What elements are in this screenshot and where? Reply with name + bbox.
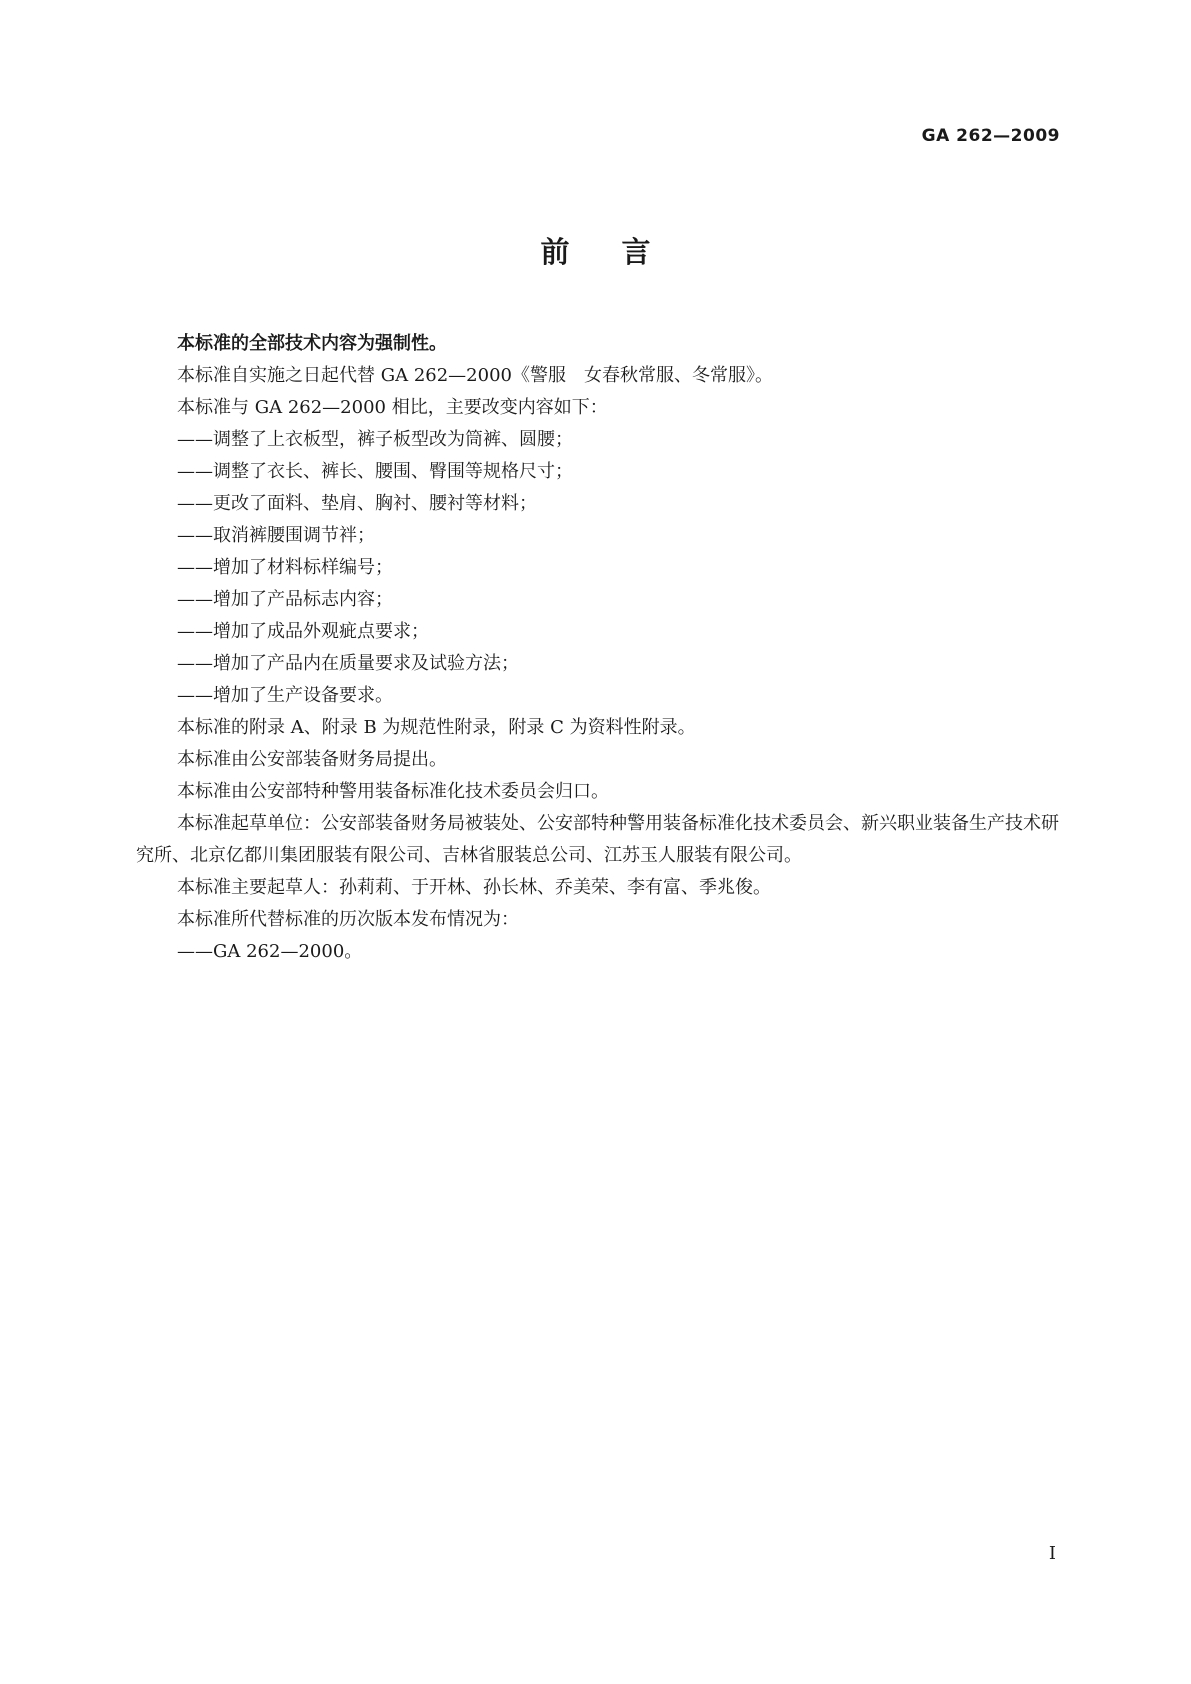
proposer-statement: 本标准由公安部装备财务局提出。 [177,749,447,770]
annex-statement: 本标准的附录 A、附录 B 为规范性附录，附录 C 为资料性附录。 [177,717,696,738]
previous-edition-item: ——GA 262—2000。 [177,941,363,962]
changes-intro: 本标准与 GA 262—2000 相比，主要改变内容如下： [177,397,608,418]
replacement-statement: 本标准自实施之日起代替 GA 262—2000《警服 女春秋常服、冬常服》。 [177,365,773,386]
centralized-statement: 本标准由公安部特种警用装备标准化技术委员会归口。 [177,781,609,802]
change-item: ——增加了产品标志内容； [177,589,393,610]
change-item: ——增加了生产设备要求。 [177,685,393,706]
change-item: ——增加了产品内在质量要求及试验方法； [177,653,519,674]
standard-code: GA 262—2009 [921,126,1060,146]
change-item: ——增加了成品外观疵点要求； [177,621,429,642]
change-item: ——调整了衣长、裤长、腰围、臀围等规格尺寸； [177,461,573,482]
drafters: 本标准主要起草人：孙莉莉、于开林、孙长林、乔美荣、李有富、季兆俊。 [177,877,771,898]
mandatory-statement: 本标准的全部技术内容为强制性。 [177,333,447,354]
page-title: 前言 [540,235,703,269]
previous-editions-intro: 本标准所代替标准的历次版本发布情况为： [177,909,519,930]
drafting-units: 本标准起草单位：公安部装备财务局被装处、公安部特种警用装备标准化技术委员会、新兴职业装备生产技术研究所、北京亿都川集团服装有限公司、吉林省服装总公司、江苏玉人服装有限公司。 [136,813,1059,866]
change-item: ——取消裤腰围调节袢； [177,525,375,546]
change-item: ——更改了面料、垫肩、胸衬、腰衬等材料； [177,493,537,514]
page-number: I [1048,1543,1056,1564]
foreword-body [136,328,1059,968]
change-item: ——增加了材料标样编号； [177,557,393,578]
change-item: ——调整了上衣板型，裤子板型改为筒裤、圆腰； [177,429,573,450]
